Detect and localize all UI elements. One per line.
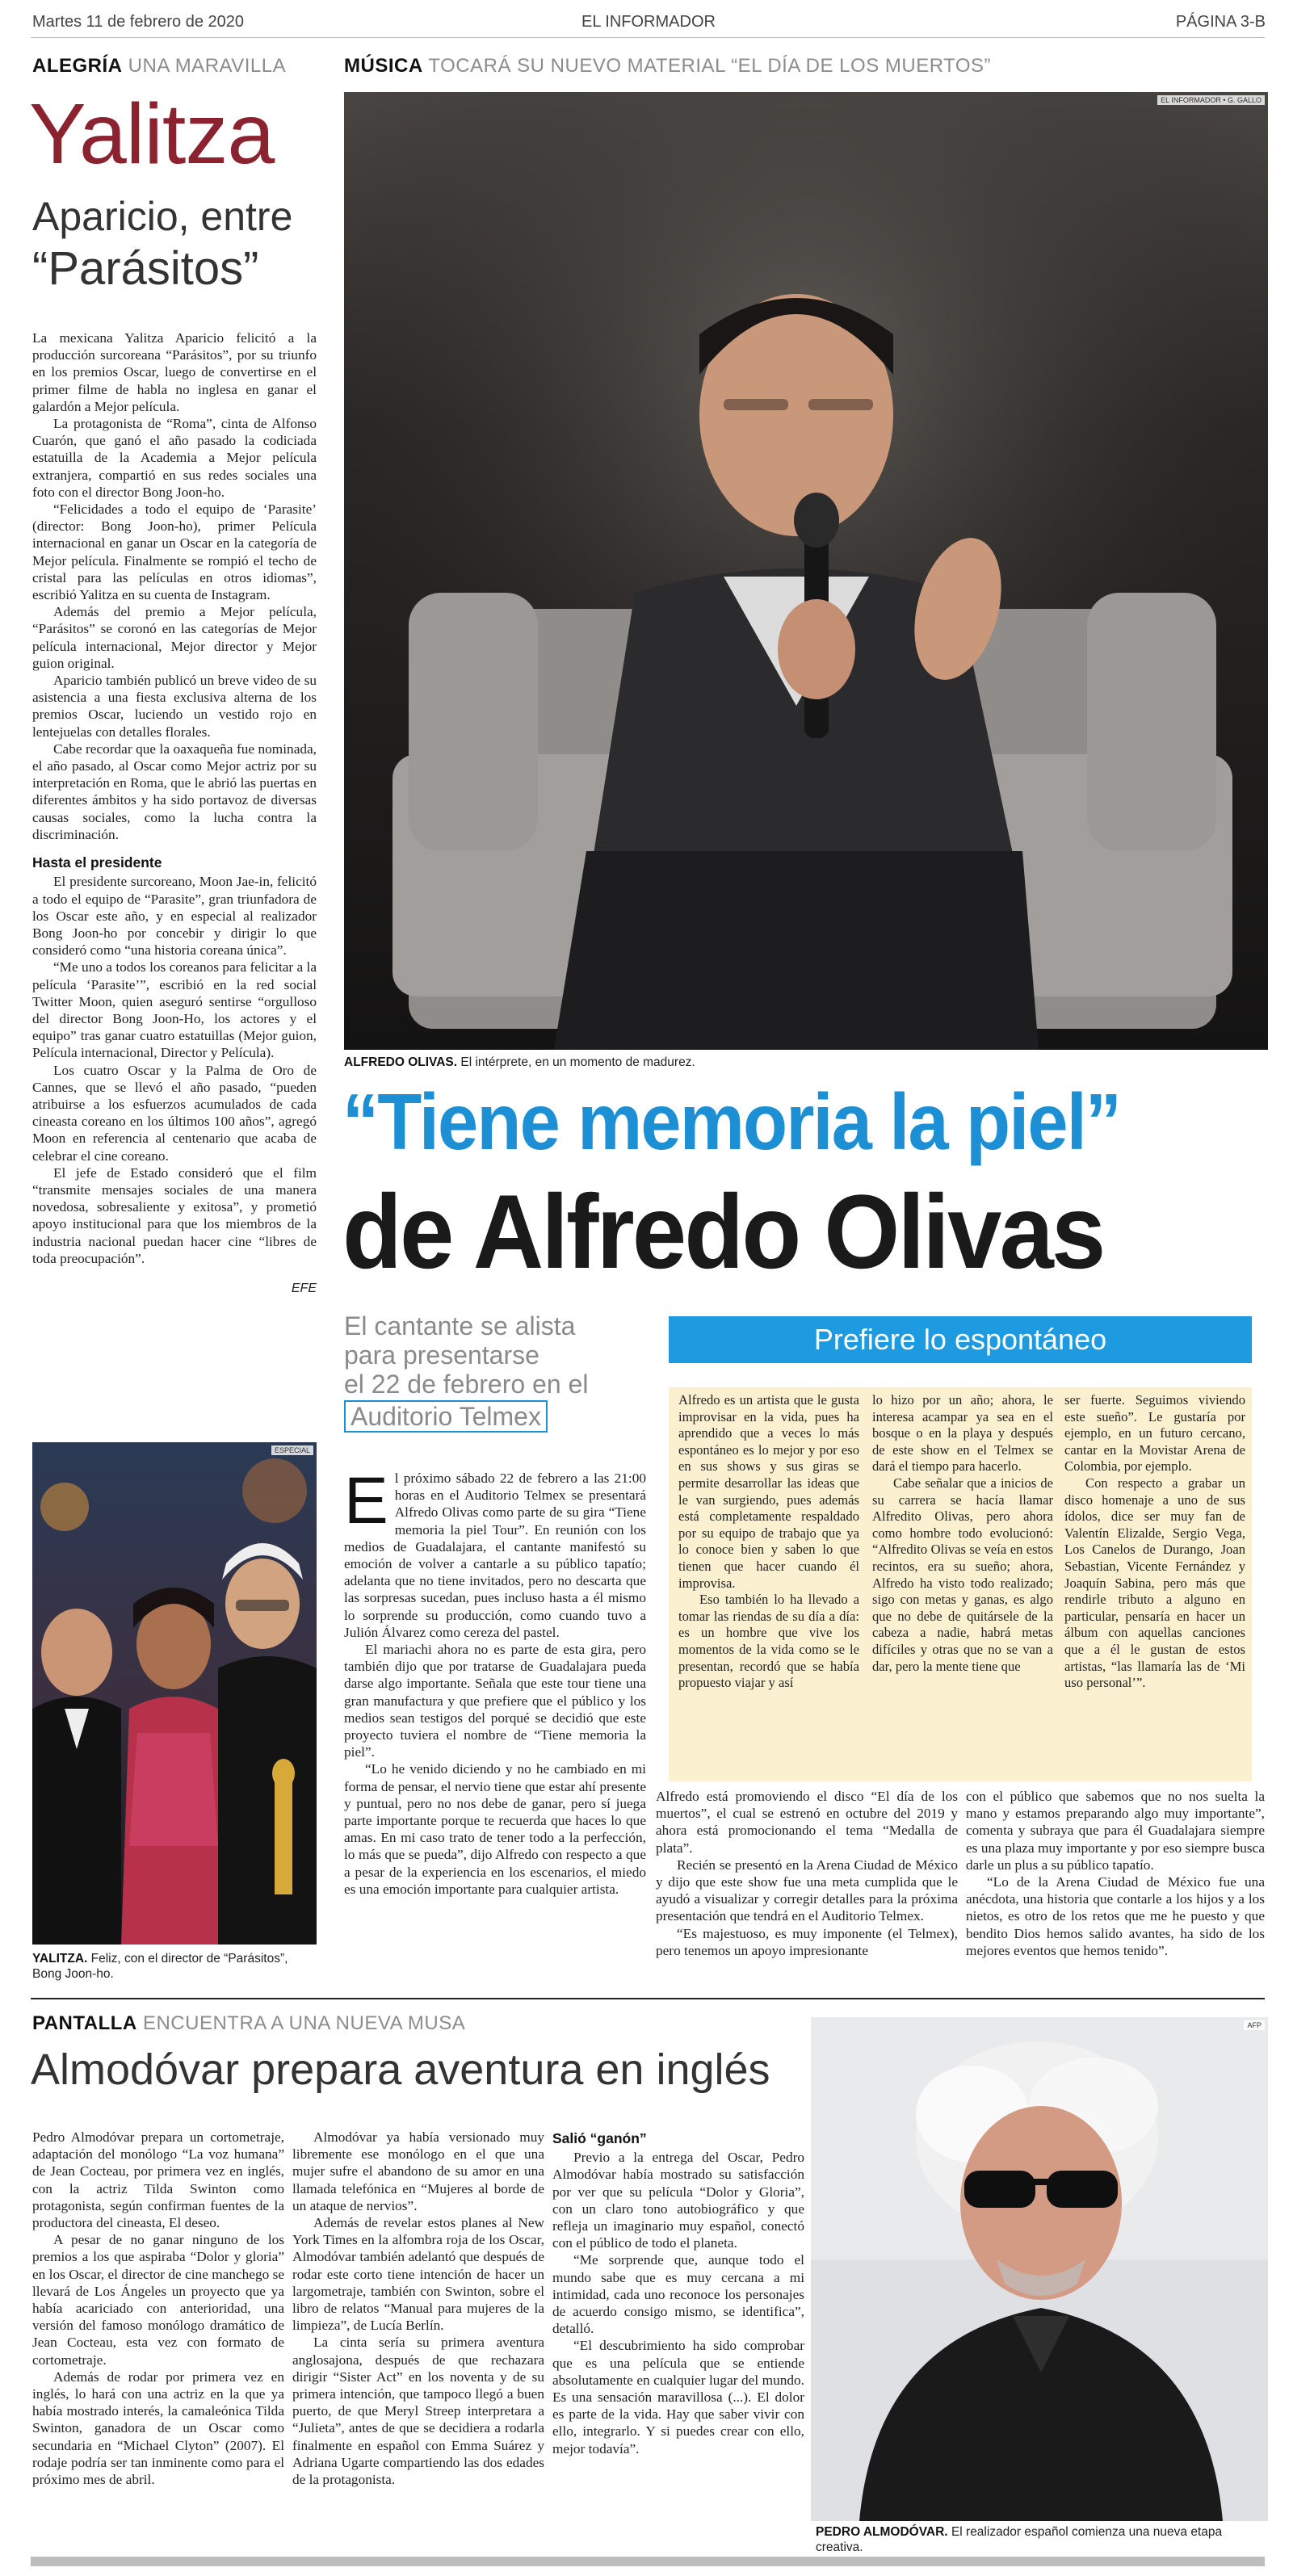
- yalitza-photo: [32, 1442, 317, 1945]
- dropcap: E: [344, 1464, 388, 1538]
- pantalla-paragraph: Previo a la entrega del Oscar, Pedro Almodóvar había mostrado su satisfacción por ver que su película “Dolor y Gloria”, con un claro tono autobiográfico y que refleja un imaginario muy español, conectó con el público de todo el planeta.: [552, 2150, 804, 2251]
- yalitza-subhead: Hasta el presidente: [32, 854, 162, 871]
- musica-section-kicker: TOCARÁ SU NUEVO MATERIAL “EL DÍA DE LOS MUERTOS”: [428, 55, 991, 77]
- pantalla-paragraph: Además de revelar estos planes al New York Times en la alfombra roja de los Oscar, Almodóvar también adelantó que después de rodar este corto tiene intención de hacer un largometraje, también con Swinton, sobre el libro de relatos “Manual para mujeres de la limpieza”, de Lucía Berlín.: [292, 2215, 544, 2334]
- header-rule: [31, 37, 1265, 38]
- yalitza-byline: EFE: [291, 1281, 317, 1295]
- alfredo-lower-paragraph: Recién se presentó en la Arena Ciudad de México y dijo que este show fue una meta cumplida que le ayudó a visualizar y corregir detalles para la próxima presentación que tendrá en el Auditorio Telmex.: [656, 1856, 958, 1924]
- pantalla-col-3: [552, 2129, 804, 2457]
- yalitza-section-tag: [32, 55, 286, 78]
- pantalla-paragraph: La cinta sería su primera aventura anglosajona, después de que rechazara dirigir “Sister Act” en los noventa y de su primera intención, que tampoco llegó a buen puerto, de que Meryl Streep interpretara a “Julieta”, antes de que se decidiera a rodarla finalmente en español con Emma Suárez y Adriana Ugarte compartiendo las dos edades de la protagonista.: [292, 2335, 544, 2488]
- pantalla-section-label: PANTALLA: [32, 2012, 137, 2034]
- alfredo-lower-paragraph: Alfredo está promoviendo el disco “El día de los muertos”, el cual se estrenó en octubre del 2019 y ahora está promocionando el tema “Medalla de plata”.: [656, 1789, 958, 1856]
- alfredo-lower-col-1: [656, 1788, 958, 1959]
- header-page: PÁGINA 3-B: [1175, 13, 1266, 31]
- deck-line: El cantante se alista: [344, 1311, 576, 1340]
- alfredo-paragraph: El mariachi ahora no es parte de esta gira, pero también dijo que por tratarse de Guadalajara pueda darse algo importante. Señala que este tour tiene una gran manufactura y que prefiere que el público y los medios sean testigos del porqué se decidió que este proyecto tuviera el nombre de “Tiene memoria la piel”.: [344, 1642, 646, 1760]
- sidebar-title: Prefiere lo espontáneo: [813, 1323, 1107, 1356]
- alfredo-paragraph: “Lo he venido diciendo y no he cambiado en mi forma de pensar, el nervio tiene que estar ahí presente y puntual, pero no nos debe de ganar, pero sí juega parte importante porque te recuerda que haces lo que amas. En mi caso trato de tener todo a la perfección, lo más que se pueda”, dijo Alfredo con respecto a que a pesar de la experiencia en los escenarios, el miedo es una emoción importante para cualquier artista.: [344, 1761, 646, 1897]
- almodovar-photo-credit: AFP: [1244, 2020, 1265, 2030]
- yalitza-paragraph: “Me uno a todos los coreanos para felicitar a la película ‘Parasite’”, escribió en la red social Twitter Moon, quien aseguró sentirse “orgulloso del director Bong Joon-Ho, los actores y el equipo” tras ganar cuatro estatuillas (Mejor guion, Película internacional, Director y Película).: [32, 959, 317, 1061]
- yalitza-title: Yalitza: [29, 86, 275, 182]
- almodovar-photo-art: [811, 2017, 1268, 2521]
- yalitza-section-kicker: UNA MARAVILLA: [128, 55, 287, 77]
- sidebar-paragraph: Eso también lo ha llevado a tomar las riendas de su día a día: es un hombre que vive los momentos de la vida como se le presentan, recordó que se había propuesto viajar y así: [678, 1592, 859, 1691]
- yalitza-subtitle-1: Aparicio, entre: [32, 194, 293, 239]
- pantalla-section-kicker: ENCUENTRA A UNA NUEVA MUSA: [142, 2012, 466, 2034]
- pantalla-col-1: [32, 2129, 284, 2488]
- alfredo-photo-art: [344, 92, 1268, 1050]
- pantalla-subhead: Salió “ganón”: [552, 2130, 647, 2146]
- yalitza-paragraph: Aparicio también publicó un breve video de su asistencia a una fiesta exclusiva alterna de los premios Oscar, luciendo un vestido rojo en lentejuelas con detalles florales.: [32, 673, 317, 740]
- footer-bar: [31, 2557, 1265, 2566]
- sidebar-col-1: [678, 1392, 859, 1692]
- pantalla-paragraph: Además de rodar por primera vez en inglés, lo hará con una actriz en la que ya había mostrado interés, la camaleónica Tilda Swinton, ganadora de un Oscar como secundaria en “Michael Clyton” (2007). El rodaje podría ser tan inminente como para el próximo mes de abril.: [32, 2368, 284, 2488]
- deck-boxed: Auditorio Telmex: [344, 1400, 548, 1433]
- yalitza-subtitle-2: “Parásitos”: [32, 242, 259, 295]
- yalitza-caption: [32, 1951, 317, 1982]
- yalitza-paragraph: El presidente surcoreano, Moon Jae-in, felicitó a todo el equipo de “Parasite”, gran triunfadora de los Oscar este año, y en especial al realizador Bong Joon-ho por concebir y dirigir lo que consideró como “una historia coreana única”.: [32, 874, 317, 959]
- yalitza-caption-text: Feliz, con el director de “Parásitos”, Bong Joon-ho.: [32, 1952, 288, 1981]
- yalitza-paragraph: Cabe recordar que la oaxaqueña fue nominada, el año pasado, al Oscar como Mejor actriz por su interpretación en Roma, que le abrió las puertas en diferentes ámbitos y ha sido portavoz de diversas causas sociales, como la lucha contra la discriminación.: [32, 740, 317, 842]
- sidebar-title-bar: [669, 1316, 1252, 1363]
- alfredo-caption-text: El intérprete, en un momento de madurez.: [460, 1055, 695, 1069]
- header-date: Martes 11 de febrero de 2020: [32, 13, 245, 31]
- deck-line: el 22 de febrero en el: [344, 1370, 589, 1399]
- pantalla-section-tag: [32, 2012, 465, 2035]
- alfredo-caption: [344, 1055, 1268, 1070]
- pantalla-paragraph: A pesar de no ganar ninguno de los premios a los que aspiraba “Dolor y gloria” en los Oscar, el director de cine manchego se llevará de Los Ángeles un proyecto que ya había acariciado con anterioridad, una versión del famoso monólogo dramático de Jean Cocteau, esta vez con formato de cortometraje.: [32, 2232, 284, 2368]
- headline-black: de Alfredo Olivas: [342, 1173, 1104, 1290]
- sidebar-paragraph: Alfredo es un artista que le gusta improvisar en la vida, pues ha aprendido que a veces lo más espontáneo es lo mejor y por eso en sus shows y sus giras se permite desarrollar las ideas que le van surgiendo, pues además está completamente respaldado por su equipo de trabajo que ya lo conoce bien y saben lo que tienen que hacer cuando él improvisa.: [678, 1392, 859, 1591]
- yalitza-photo-credit: ESPECIAL: [271, 1445, 313, 1455]
- pantalla-title: Almodóvar prepara aventura en inglés: [31, 2045, 770, 2094]
- yalitza-paragraph: El jefe de Estado consideró que el film “transmite mensajes sociales de una manera novedosa, sobresaliente y exitosa”, y prometió apoyo institucional para que los miembros de la industria nacional puedan hacer cine “libres de toda preocupación”.: [32, 1164, 317, 1266]
- pantalla-col-2: [292, 2129, 544, 2488]
- alfredo-paragraph: [344, 1464, 646, 1641]
- pantalla-paragraph: “El descubrimiento ha sido comprobar que es una película que se entiende absolutamente en cualquier lugar del mundo. Es una sensación maravillosa (...). El dolor es parte de la vida. Hay que saber vivir con ello, integrarlo. Y si puedes crear con ello, mejor todavía”.: [552, 2338, 804, 2456]
- pantalla-paragraph: Almodóvar ya había versionado muy libremente ese monólogo en el que una mujer sufre el abandono de su amor en una llamada telefónica en “Mujeres al borde de un ataque de nervios”.: [292, 2129, 544, 2213]
- alfredo-main-body: [344, 1464, 646, 1898]
- sidebar-paragraph: Cabe señalar que a inicios de su carrera se hacía llamar Alfredito Olivas, pero ahora como hombre todo evolucionó: “Alfredito Olivas se veía en estos recintos, era su sueño; ahora, Alfredo ha visto todo realizado; sigo con metas y ganas, es algo que no debe de quitársele de la cabeza a nadie, habrá metas difíciles y otras que no se van a dar, pero la mente tiene que: [872, 1475, 1053, 1674]
- alfredo-lower-col-2: [966, 1788, 1265, 1959]
- yalitza-body: [32, 329, 317, 1297]
- musica-section-tag: [344, 55, 991, 78]
- alfredo-photo-credit: EL INFORMADOR • G. GALLO: [1157, 95, 1265, 105]
- yalitza-section-label: ALEGRÍA: [32, 55, 123, 77]
- deck: [344, 1311, 588, 1433]
- alfredo-caption-name: ALFREDO OLIVAS.: [344, 1055, 458, 1069]
- alfredo-photo: [344, 92, 1268, 1050]
- sidebar-col-2: [872, 1392, 1053, 1675]
- sidebar-paragraph: lo hizo por un año; ahora, le interesa acampar ya sea en el bosque o en la playa y después de este show en el Telmex se dará el tiempo para hacerlo.: [872, 1392, 1053, 1475]
- header-paper: EL INFORMADOR: [581, 13, 716, 31]
- alfredo-paragraph-text: l próximo sábado 22 de febrero a las 21:00 horas en el Auditorio Telmex se presentará Alfredo Olivas como parte de su gira “Tiene memoria la piel Tour”. En reunión con los medios de Guadalajara, el cantante manifestó su emoción de volver a cantarle a su público tapatío; adelanta que no tiene invitados, pero no descarta que las sorpresas sucedan, pues incluso hasta a él mismo lo sorprende su producción, como cuando tuvo a Julión Álvarez como cereza del pastel.: [344, 1471, 646, 1640]
- almodovar-caption-name: PEDRO ALMODÓVAR.: [816, 2525, 948, 2539]
- yalitza-paragraph: “Felicidades a todo el equipo de ‘Parasite’ (director: Bong Joon-ho), primer Película internacional en ganar un Oscar en la categoría de Mejor película. Finalmente se rompió el techo de cristal para las películas en otros idiomas”, escribió Yalitza en su cuenta de Instagram.: [32, 501, 317, 603]
- pantalla-top-rule: [31, 1998, 1265, 1999]
- yalitza-photo-art: [32, 1442, 317, 1945]
- deck-line: para presentarse: [344, 1340, 539, 1370]
- alfredo-lower-paragraph: “Lo de la Arena Ciudad de México fue una anécdota, una historia que contarle a los hijos y a los nietos, es otro de los retos que me he puesto y que bendito Dios hemos salido avantes, ha sido de los mejores eventos que hemos tenido”.: [966, 1874, 1265, 1958]
- alfredo-lower-paragraph: “Es majestuoso, es muy imponente (el Telmex), pero tenemos un apoyo impresionante: [656, 1925, 958, 1958]
- yalitza-paragraph: La protagonista de “Roma”, cinta de Alfonso Cuarón, que ganó el año pasado la codiciada estatuilla de la Academia a Mejor película extranjera, compartió en sus redes sociales una foto con el director Bong Joon-ho.: [32, 416, 317, 500]
- musica-section-label: MÚSICA: [344, 55, 423, 77]
- sidebar-col-3: [1064, 1392, 1245, 1692]
- yalitza-paragraph: La mexicana Yalitza Aparicio felicitó a la producción surcoreana “Parásitos”, por su triunfo en los premios Oscar, luego de convertirse en el primer filme de habla no inglesa en ganar el galardón a Mejor película.: [32, 330, 317, 414]
- almodovar-photo: [811, 2017, 1268, 2521]
- sidebar-paragraph: Con respecto a grabar un disco homenaje a uno de sus ídolos, dice ser muy fan de Valentín Elizalde, Sergio Vega, Los Canelos de Durango, Joan Sebastian, Vicente Fernández y Joaquín Sabina, pero más que rendirle tributo a alguno en particular, pensaría en hacer un álbum con aquellas canciones que a él le gustan de estos artistas, “las llamaría las de ‘Mi uso personal’”.: [1064, 1475, 1245, 1691]
- yalitza-caption-name: YALITZA.: [32, 1952, 88, 1966]
- pantalla-paragraph: Pedro Almodóvar prepara un cortometraje, adaptación del monólogo “La voz humana” de Jean Cocteau, por primera vez en inglés, con la actriz Tilda Swinton como protagonista, según confirman fuentes de la productora del cineasta, El deseo.: [32, 2129, 284, 2231]
- alfredo-lower-paragraph: con el público que sabemos que no nos suelta la mano y estamos preparando algo muy importante”, comenta y subraya que para él Guadalajara siempre es una plaza muy importante y por eso siempre busca darle un plus a su público tapatío.: [966, 1789, 1265, 1873]
- yalitza-paragraph: Además del premio a Mejor película, “Parásitos” se coronó en las categorías de Mejor película internacional, Mejor director y Mejor guion original.: [32, 604, 317, 671]
- sidebar-paragraph: ser fuerte. Seguimos viviendo este sueño”. Le gustaría por ejemplo, en un futuro cercano, cantar en la Movistar Arena de Colombia, por ejemplo.: [1064, 1392, 1245, 1475]
- headline-blue: “Tiene memoria la piel”: [342, 1077, 1121, 1166]
- pantalla-paragraph: “Me sorprende que, aunque todo el mundo sabe que es muy cercana a mi intimidad, cada uno reconoce los personajes de acuerdo consigo mismo, se identifica”, detalló.: [552, 2252, 804, 2337]
- almodovar-caption: [816, 2524, 1268, 2555]
- almodovar-caption-text: El realizador español comienza una nueva etapa creativa.: [816, 2525, 1223, 2554]
- yalitza-paragraph: Los cuatro Oscar y la Palma de Oro de Cannes, que se llevó el año pasado, “pueden atribuirse a los esfuerzos acumulados de cada cineasta coreano en los últimos 100 años”, agregó Moon en referencia al centenario que acaba de celebrar el cine coreano.: [32, 1062, 317, 1164]
